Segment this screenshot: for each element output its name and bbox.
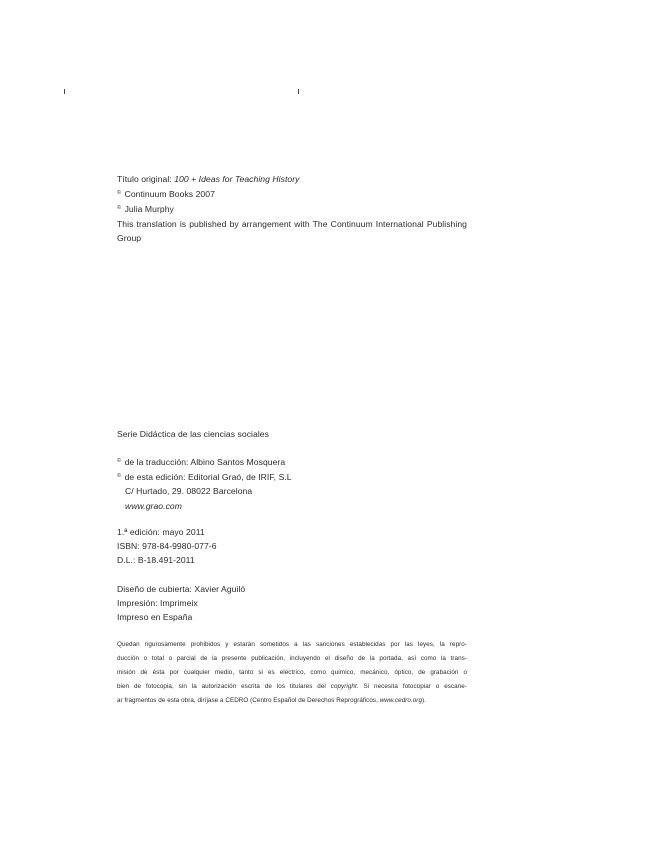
copyright-author: © Julia Murphy bbox=[117, 204, 174, 215]
copyright-symbol: © bbox=[117, 205, 122, 212]
series-block bbox=[117, 427, 467, 441]
publisher-website-link[interactable]: www.grao.com bbox=[125, 500, 182, 511]
legal-line: Quedan rigurosamente prohibidos y estarán sometidos a las sanciones establecidas por las leyes, la repro- bbox=[117, 641, 467, 648]
translation-credit: © de la traducción: Albino Santos Mosquera bbox=[117, 457, 286, 467]
printed-in: Impreso en España bbox=[117, 612, 193, 623]
legal-line: misión de ésta por cualquier medio, tanto si es eléctrico, como químico, mecánico, óptico, de grabación o bbox=[117, 668, 467, 676]
crop-mark-right bbox=[298, 89, 299, 94]
original-title-block bbox=[117, 172, 467, 245]
legal-deposit: D.L.: B-18.491-2011 bbox=[117, 555, 195, 566]
publisher-address: C/ Hurtado, 29. 08022 Barcelona bbox=[125, 486, 253, 497]
crop-mark-left bbox=[64, 89, 65, 94]
edition-block bbox=[117, 525, 467, 568]
copyright-symbol: © bbox=[117, 458, 122, 464]
copyright-publisher: © Continuum Books 2007 bbox=[117, 189, 215, 200]
translation-notice-line-2: Group bbox=[117, 232, 142, 243]
edition-date: 1.ª edición: mayo 2011 bbox=[117, 527, 205, 537]
isbn: ISBN: 978-84-9980-077-6 bbox=[117, 541, 217, 552]
credits-block bbox=[117, 454, 467, 513]
legal-notice bbox=[117, 638, 467, 708]
production-block bbox=[117, 582, 467, 625]
printing-credit: Impresión: Imprimeix bbox=[117, 598, 198, 609]
legal-line: bien de fotocopia, sin la autorización escrita de los titulares del copyright. Si necesita fotocopiar o escane- bbox=[117, 682, 467, 690]
edition-credit: © de esta edición: Editorial Graó, de IRIF, S.L bbox=[117, 472, 292, 483]
cedro-link[interactable]: www.cedro.org bbox=[379, 696, 422, 704]
series-name: Serie Didáctica de las ciencias sociales bbox=[117, 429, 269, 439]
original-title: 100 + Ideas for Teaching History bbox=[174, 174, 300, 184]
copyright-symbol: © bbox=[117, 190, 122, 197]
translation-notice-line-1: This translation is published by arrangement with The Continuum International Publishing bbox=[117, 218, 467, 229]
legal-line: ar fragmentos de esta obra, diríjase a CEDRO (Centro Español de Derechos Reprográficos, www.cedro.org). bbox=[117, 696, 426, 704]
original-title-line: Título original: 100 + Ideas for Teaching History bbox=[117, 174, 300, 184]
legal-line: ducción o total o parcial de la presente publicación, incluyendo el diseño de la portada, así como la trans- bbox=[117, 654, 467, 662]
cover-design-credit: Diseño de cubierta: Xavier Aguiló bbox=[117, 584, 246, 594]
copyright-symbol: © bbox=[117, 473, 122, 480]
